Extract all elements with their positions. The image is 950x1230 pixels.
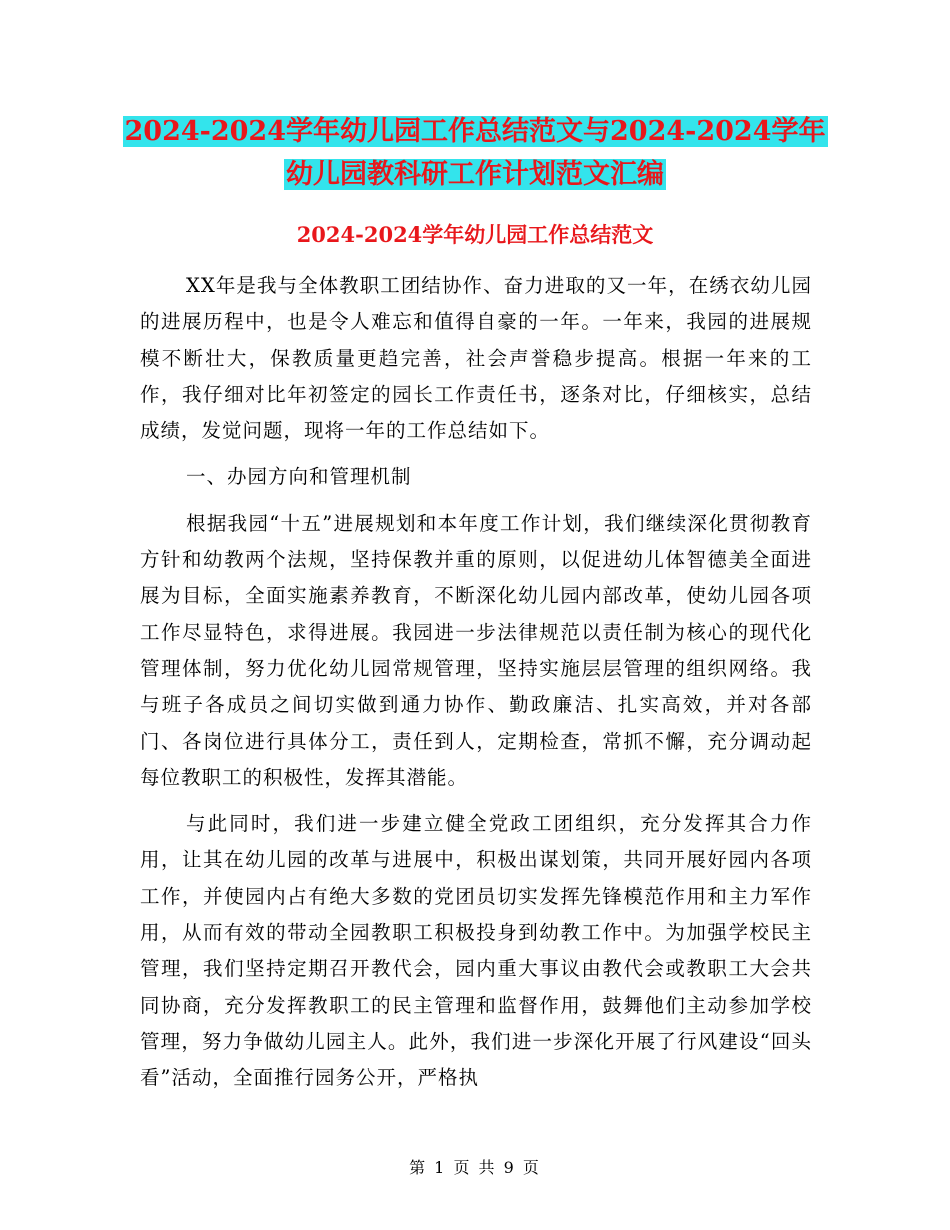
document-title bbox=[0, 110, 950, 196]
paragraph-organization: 与此同时，我们进一步建立健全党政工团组织，充分发挥其合力作用，让其在幼儿园的改革与进展中，积极出谋划策，共同开展好园内各项工作，并使园内占有绝大多数的党团员切实发挥先锋模范作用和主力军作用，从而有效的带动全园教职工积极投身到幼教工作中。为加强学校民主管理，我们坚持定期召开教代会，园内重大事议由教代会或教职工大会共同协商，充分发挥教职工的民主管理和监督作用，鼓舞他们主动参加学校管理，努力争做幼儿园主人。此外，我们进一步深化开展了行风建设“回头看”活动，全面推行园务公开，严格执 bbox=[140, 812, 812, 1090]
document-title-line-2: 幼儿园教科研工作计划范文汇编 bbox=[286, 159, 664, 190]
document-body bbox=[140, 268, 812, 1097]
paragraph-intro: XX年是我与全体教职工团结协作、奋力进取的又一年，在绣衣幼儿园的进展历程中，也是令人难忘和值得自豪的一年。一年来，我园的进展规模不断壮大，保教质量更趋完善，社会声誉稳步提高。根据一年来的工作，我仔细对比年初签定的园长工作责任书，逐条对比，仔细核实，总结成绩，发觉问题，现将一年的工作总结如下。 bbox=[140, 274, 812, 443]
section-title: 2024-2024学年幼儿园工作总结范文 bbox=[296, 222, 654, 247]
paragraph-management: 根据我园“十五”进展规划和本年度工作计划，我们继续深化贯彻教育方针和幼教两个法规，坚持保教并重的原则，以促进幼儿体智德美全面进展为目标，全面实施素养教育，不断深化幼儿园内部改革，使幼儿园各项工作尽显特色，求得进展。我园进一步法律规范以责任制为核心的现代化管理体制，努力优化幼儿园常规管理，坚持实施层层管理的组织网络。我与班子各成员之间切实做到通力协作、勤政廉洁、扎实高效，并对各部门、各岗位进行具体分工，责任到人，定期检查，常抓不懈，充分调动起每位教职工的积极性，发挥其潜能。 bbox=[140, 511, 812, 789]
page-number: 第 1 页 共 9 页 bbox=[409, 1158, 541, 1177]
section-heading: 一、办园方向和管理机制 bbox=[186, 465, 412, 489]
document-title-line-1: 2024-2024学年幼儿园工作总结范文与2024-2024学年 bbox=[124, 116, 826, 147]
